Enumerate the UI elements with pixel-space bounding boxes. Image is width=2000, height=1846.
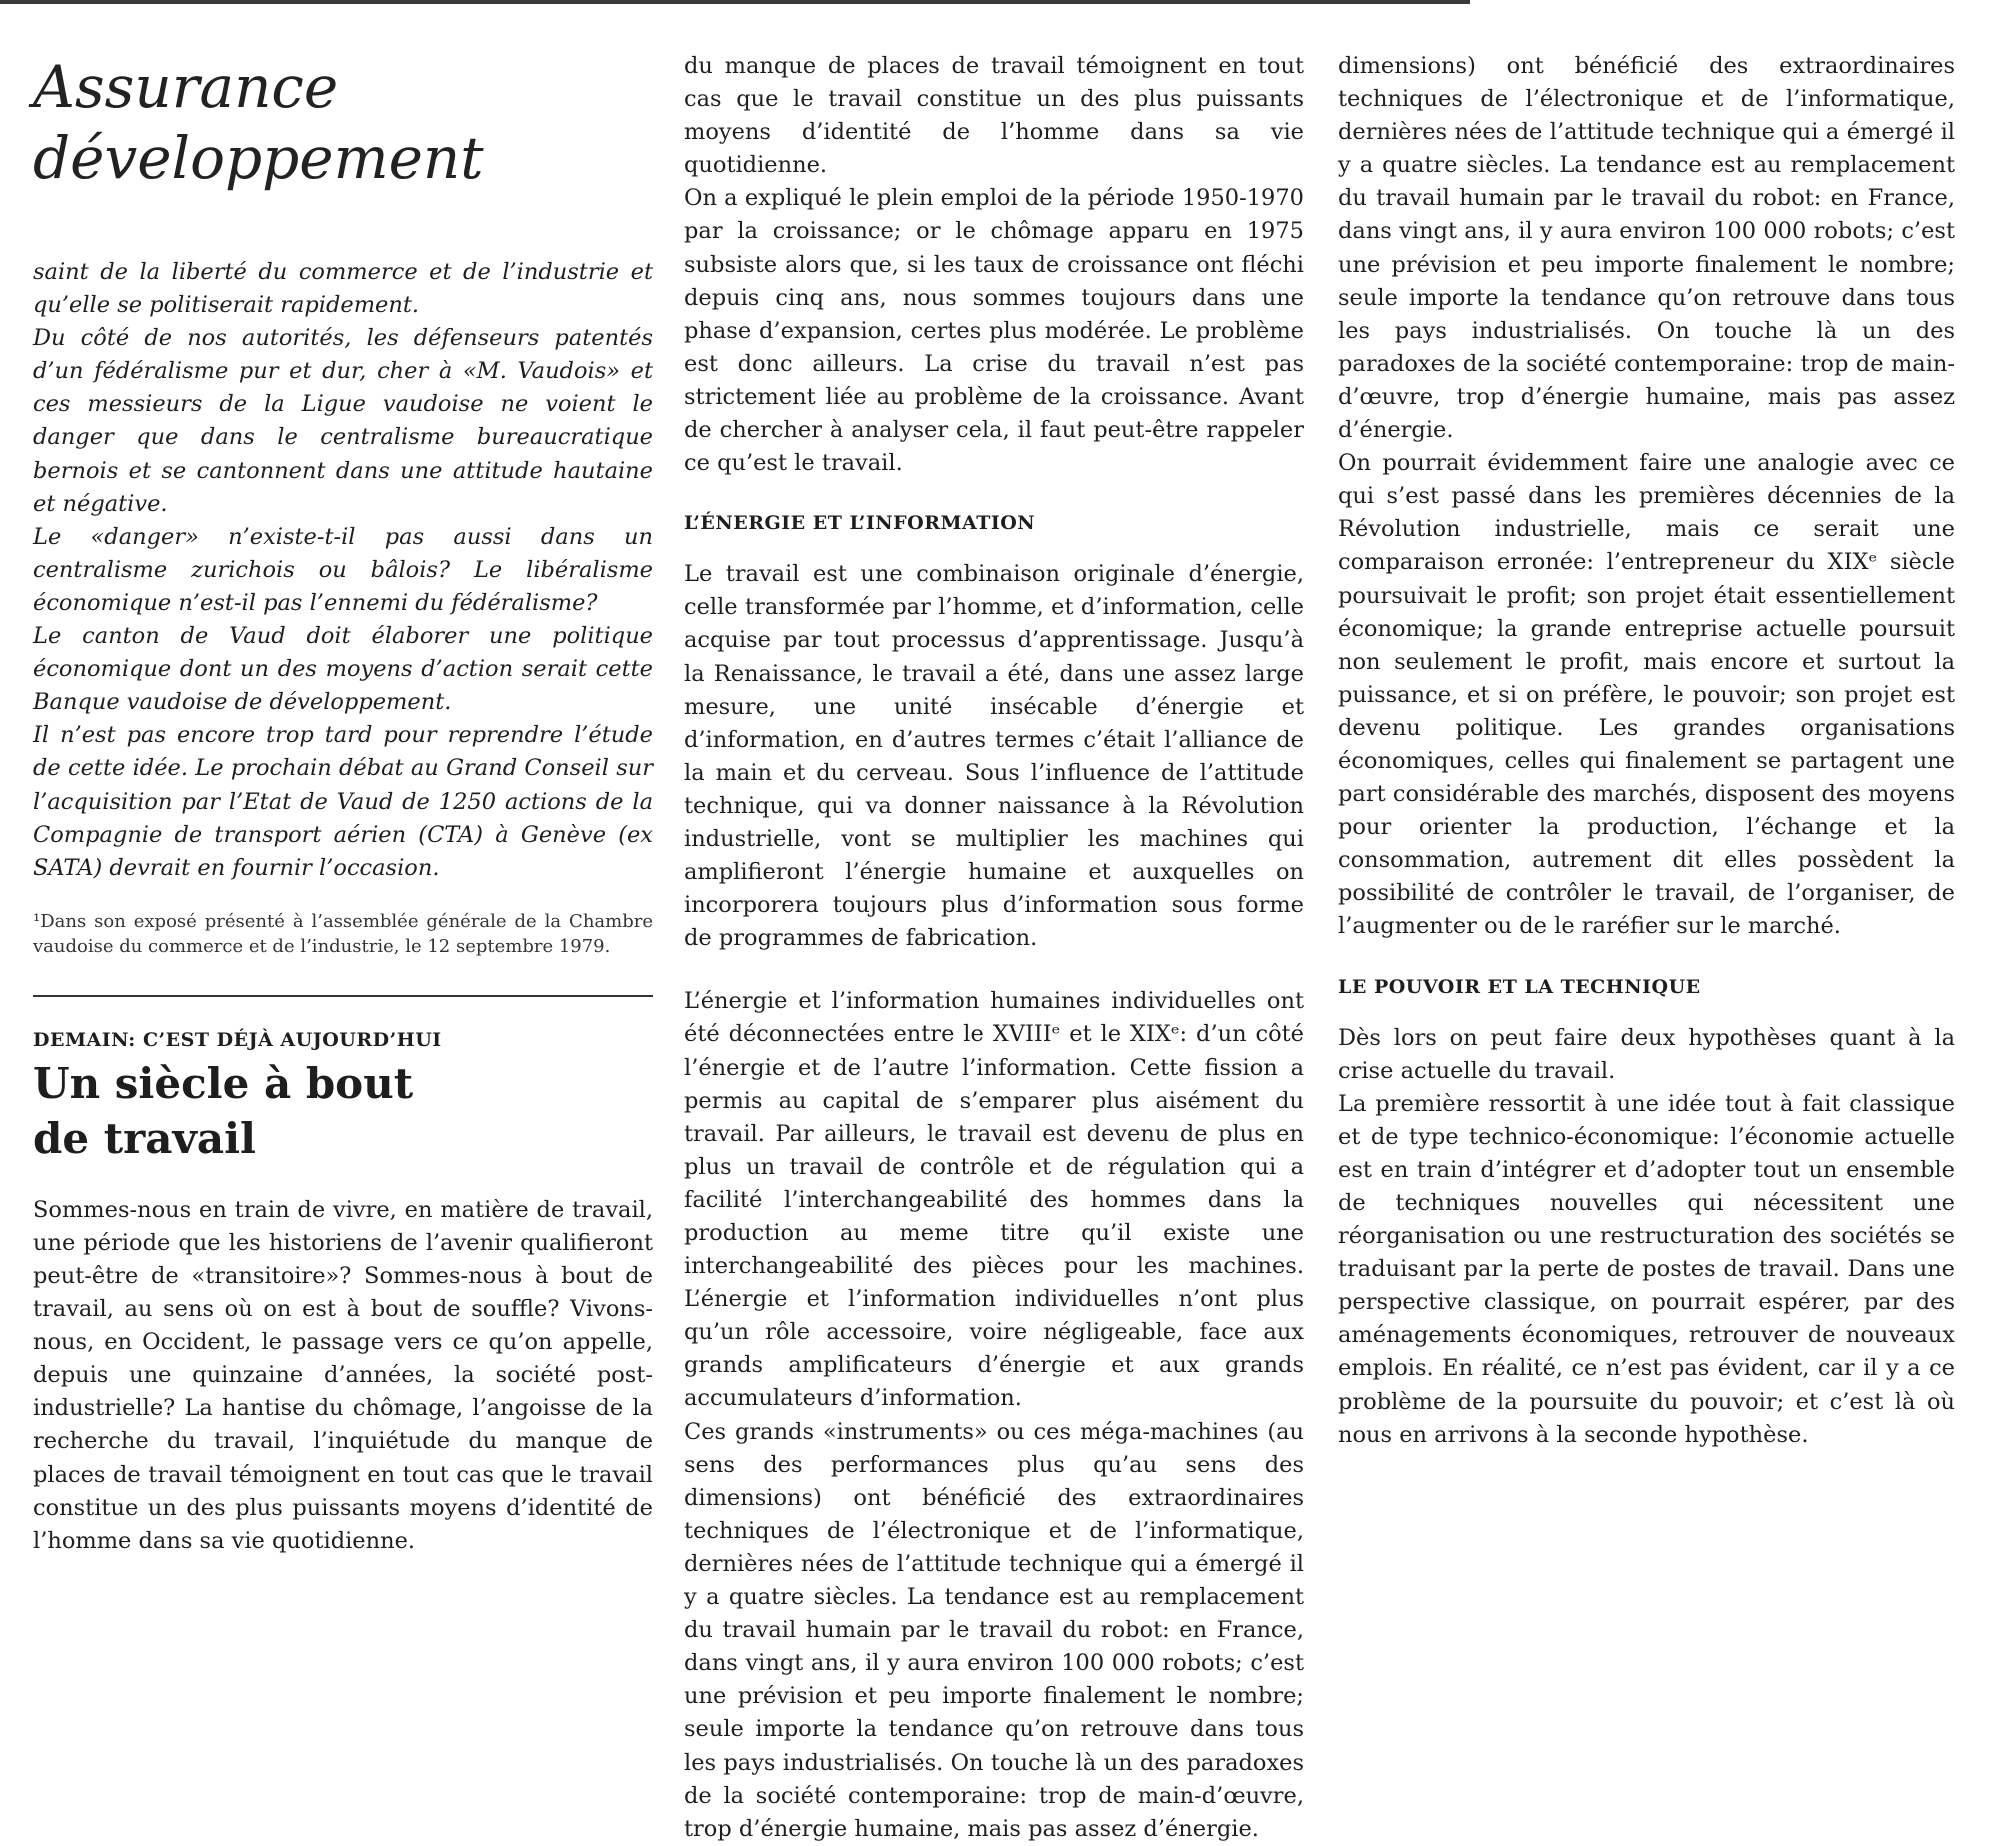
article1-paragraph: Le «danger» n’existe-t-il pas aussi dans un centralisme zurichois ou bâlois? Le libéralisme économique n’est-il pas l’ennemi du fédéralisme? (33, 523, 653, 616)
article1-paragraph: saint de la liberté du commerce et de l’industrie et qu’elle se politiserait rapidement. (33, 259, 653, 319)
article1-paragraph: Du côté de nos autorités, les défenseurs patentés d’un fédéralisme pur et dur, cher à «M. Vaudois» et ces messieurs de la Ligue vaudoise ne voient le danger que dans le centralisme bureaucratique bernois et se cantonnent dans une attitude hautaine et négative. (33, 325, 653, 517)
article2-kicker: DEMAIN: C’EST DÉJÀ AUJOURD’HUI (33, 1028, 442, 1051)
section1-paragraph-3-continued: dimensions) ont bénéficié des extraordinaires techniques de l’électronique et de l’informatique, dernières nées de l’attitude technique qui a émergé il y a quatre siècles. La tendance est au remplacement du travail humain par le travail du robot: en France, dans vingt ans, il y aura environ 100 000 robots; c’est une prévision et peu importe finalement le nombre; seule importe la tendance qu’on retrouve dans tous les pays industrialisés. On touche là un des paradoxes de la société contemporaine: trop de main-d’œuvre, trop d’énergie humaine, mais pas assez d’énergie. (1338, 53, 1955, 444)
article2-headline (33, 1056, 653, 1166)
section-heading-pouvoir: LE POUVOIR ET LA TECHNIQUE (1338, 975, 1701, 998)
article1-title-line2: développement (33, 124, 484, 192)
column-3 (1338, 50, 1955, 1452)
section2-paragraph-2: La première ressortit à une idée tout à fait classique et de type technico-économique: l’économie actuelle est en train d’intégrer et d’adopter tout un ensemble de techniques nouvelles qui nécessitent une réorganisation ou une restructuration des sociétés se traduisant par la perte de postes de travail. Dans une perspective classique, on pourrait espérer, par des aménagements économiques, retrouver de nouveaux emplois. En réalité, ce n’est pas évident, car il y a ce problème de la poursuite du pouvoir; et c’est là où nous en arrivons à la seconde hypothèse. (1338, 1090, 1955, 1448)
article2-intro-continued: du manque de places de travail témoignent en tout cas que le travail constitue un des plus puissants moyens d’identité de l’homme dans sa vie quotidienne. (684, 53, 1304, 179)
column-2 (684, 50, 1304, 1842)
section-heading-energie: L’ÉNERGIE ET L’INFORMATION (684, 512, 1036, 535)
article1-paragraph: Le canton de Vaud doit élaborer une politique économique dont un des moyens d’action serait cette Banque vaudoise de développement. (33, 623, 653, 716)
article2-headline-line1: Un siècle à bout (33, 1058, 414, 1108)
section1-paragraph-3: Ces grands «instruments» ou ces méga-machines (au sens des performances plus qu’au sens des dimensions) ont bénéficié des extraordinaires techniques de l’électronique et de l’informatique, dernières nées de l’attitude technique qui a émergé il y a quatre siècles. La tendance est au remplacement du travail humain par le travail du robot: en France, dans vingt ans, il y aura environ 100 000 robots; c’est une prévision et peu importe finalement le nombre; seule importe la tendance qu’on retrouve dans tous les pays industrialisés. On touche là un des paradoxes de la société contemporaine: trop de main-d’œuvre, trop d’énergie humaine, mais pas assez d’énergie. (684, 1418, 1304, 1842)
article1-body (33, 256, 653, 885)
article2-headline-line2: de travail (33, 1113, 256, 1163)
section2-paragraph-1: Dès lors on peut faire deux hypothèses quant à la crise actuelle du travail. (1338, 1024, 1955, 1084)
column-1 (33, 50, 653, 1554)
section1-paragraph-1: Le travail est une combinaison originale d’énergie, celle transformée par l’homme, et d’information, celle acquise par tout processus d’apprentissage. Jusqu’à la Renaissance, le travail a été, dans une assez large mesure, une unité insécable d’énergie et d’information, en d’autres termes c’était l’alliance de la main et du cerveau. Sous l’influence de l’attitude technique, qui va donner naissance à la Révolution industrielle, vont se multiplier les machines qui amplifieront l’énergie humaine et auxquelles on incorporera toujours plus d’information sous forme de programmes de fabrication. (684, 561, 1304, 952)
section1-paragraph-2: L’énergie et l’information humaines individuelles ont été déconnectées entre le XVIIIᵉ et le XIXᵉ: d’un côté l’énergie et de l’autre l’information. Cette fission a permis au capital de s’emparer plus aisément du travail. Par ailleurs, le travail est devenu de plus en plus un travail de contrôle et de régulation qui a facilité l’interchangeabilité des hommes dans la production au meme titre qu’il existe une interchangeabilité des pièces pour les machines. L’énergie et l’information individuelles n’ont plus qu’un rôle accessoire, voire négligeable, face aux grands amplificateurs d’énergie et aux grands accumulateurs d’information. (684, 988, 1304, 1412)
section1-paragraph-4: On pourrait évidemment faire une analogie avec ce qui s’est passé dans les premières décennies de la Révolution industrielle, mais ce serait une comparaison erronée: l’entrepreneur du XIXᵉ siècle poursuivait le profit; son projet était essentiellement économique; la grande entreprise actuelle poursuit non seulement le profit, mais encore et surtout la puissance, et si on préfère, le pouvoir; son projet est devenu politique. Les grandes organisations économiques, celles qui finalement se partagent une part considérable des marchés, disposent des moyens pour orienter la production, l’échange et la consommation, autrement dit elles possèdent la possibilité de contrôler le travail, de l’organiser, de l’augmenter ou de le raréfier sur le marché. (1338, 450, 1955, 940)
article1-title (33, 52, 653, 194)
article1-footnote: ¹Dans son exposé présenté à l’assemblée générale de la Chambre vaudoise du commerce et de l’industrie, le 12 septembre 1979. (33, 910, 653, 957)
top-rule (0, 0, 1470, 4)
article2-paragraph-2: On a expliqué le plein emploi de la période 1950-1970 par la croissance; or le chômage apparu en 1975 subsiste alors que, si les taux de croissance ont fléchi depuis cinq ans, nous sommes toujours dans une phase d’expansion, certes plus modérée. Le problème est donc ailleurs. La crise du travail n’est pas strictement liée au problème de la croissance. Avant de chercher à analyser cela, il faut peut-être rappeler ce qu’est le travail. (684, 185, 1304, 477)
article1-title-line1: Assurance (33, 53, 339, 121)
article-separator (33, 995, 653, 997)
article1-paragraph: Il n’est pas encore trop tard pour reprendre l’étude de cette idée. Le prochain débat au Grand Conseil sur l’acquisition par l’Etat de Vaud de 1250 actions de la Compagnie de transport aérien (CTA) à Genève (ex SATA) devrait en fournir l’occasion. (33, 722, 653, 881)
article2-intro: Sommes-nous en train de vivre, en matière de travail, une période que les historiens de l’avenir qualifieront peut-être de «transitoire»? Sommes-nous à bout de travail, au sens où on est à bout de souffle? Vivons-nous, en Occident, le passage vers ce qu’on appelle, depuis une quinzaine d’années, la société post-industrielle? La hantise du chômage, l’angoisse de la recherche du travail, l’inquiétude du manque de places de travail témoignent en tout cas que le travail constitue un des plus puissants moyens d’identité de l’homme dans sa vie quotidienne. (33, 1196, 653, 1554)
